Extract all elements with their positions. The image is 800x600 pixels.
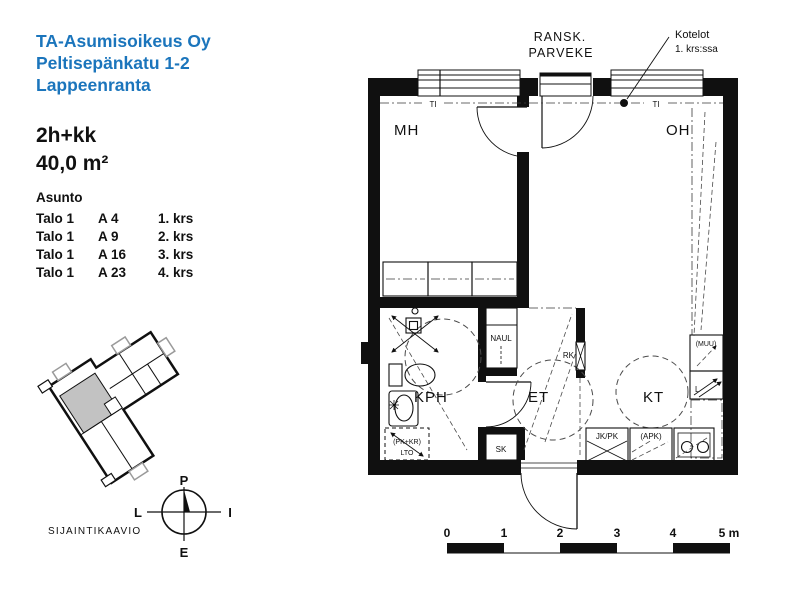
kotelot-label-2: 1. krs:ssa bbox=[675, 44, 718, 55]
room-label-oh: OH bbox=[666, 122, 691, 139]
room-labels bbox=[394, 122, 691, 406]
naul-label: NAUL bbox=[490, 334, 512, 343]
unit-number: A 9 bbox=[98, 229, 119, 244]
rk-label: RK bbox=[562, 351, 574, 360]
apartment-area: 40,0 m² bbox=[36, 152, 109, 175]
scale-tick: 4 bbox=[669, 526, 677, 540]
street-address: Peltisepänkatu 1-2 bbox=[36, 53, 190, 73]
balcony-label-2: PARVEKE bbox=[528, 46, 594, 60]
kph-turning-circle bbox=[405, 319, 481, 395]
room-label-kph: KPH bbox=[414, 389, 448, 406]
unit-floor: 1. krs bbox=[158, 211, 194, 226]
ti-label: TI bbox=[652, 100, 660, 109]
scale-tick: 5 m bbox=[718, 526, 740, 540]
stove-label: L bbox=[695, 385, 700, 394]
compass-east: I bbox=[228, 505, 232, 520]
compass-west: L bbox=[134, 505, 142, 520]
unit-floor: 4. krs bbox=[158, 265, 194, 280]
kotelot-label-1: Kotelot bbox=[675, 29, 710, 41]
scale-tick: 1 bbox=[500, 526, 508, 540]
muu-label: (MUU) bbox=[695, 341, 717, 348]
annotations bbox=[429, 29, 718, 109]
scale-tick: 0 bbox=[443, 526, 451, 540]
balcony-label-1: RANSK. bbox=[533, 30, 587, 44]
unit-list-title: Asunto bbox=[36, 190, 83, 205]
dishwasher-label: (APK) bbox=[640, 432, 662, 441]
room-label-mh: MH bbox=[394, 122, 420, 139]
site-diagram bbox=[36, 310, 222, 537]
kph-door bbox=[486, 382, 531, 427]
north-needle bbox=[184, 490, 190, 512]
scale-tick: 3 bbox=[613, 526, 621, 540]
unit-floor: 2. krs bbox=[158, 229, 194, 244]
laundry-reservation bbox=[385, 428, 429, 460]
room-label-kt: KT bbox=[643, 389, 665, 406]
balcony-door bbox=[540, 73, 593, 148]
city-name: Lappeenranta bbox=[36, 75, 151, 95]
unit-building: Talo 1 bbox=[36, 229, 75, 244]
kotelot-dot bbox=[620, 99, 628, 107]
naul-closet bbox=[486, 308, 517, 368]
unit-building: Talo 1 bbox=[36, 247, 75, 262]
scale-tick: 2 bbox=[556, 526, 564, 540]
unit-floor: 3. krs bbox=[158, 247, 194, 262]
toilet bbox=[389, 364, 435, 386]
scale-bar bbox=[444, 526, 740, 553]
laundry-label-1: (PK+KR) bbox=[393, 439, 421, 446]
compass-rose bbox=[134, 473, 232, 560]
unit-building: Talo 1 bbox=[36, 211, 75, 226]
unit-number: A 4 bbox=[98, 211, 119, 226]
ti-label: TI bbox=[429, 100, 437, 109]
unit-number: A 16 bbox=[98, 247, 127, 262]
unit-building: Talo 1 bbox=[36, 265, 75, 280]
unit-number: A 23 bbox=[98, 265, 127, 280]
apartment-type: 2h+kk bbox=[36, 124, 97, 147]
laundry-label-2: LTO bbox=[400, 450, 414, 457]
fridge-label: JK/PK bbox=[595, 432, 619, 441]
floorplan bbox=[361, 29, 738, 529]
sk-label: SK bbox=[495, 445, 507, 454]
room-label-et: ET bbox=[528, 389, 550, 406]
site-caption: SIJAINTIKAAVIO bbox=[48, 526, 142, 537]
compass-north: P bbox=[179, 473, 189, 488]
company-name: TA-Asumisoikeus Oy bbox=[36, 31, 211, 51]
sk-closet bbox=[486, 434, 517, 460]
compass-south: E bbox=[179, 545, 189, 560]
